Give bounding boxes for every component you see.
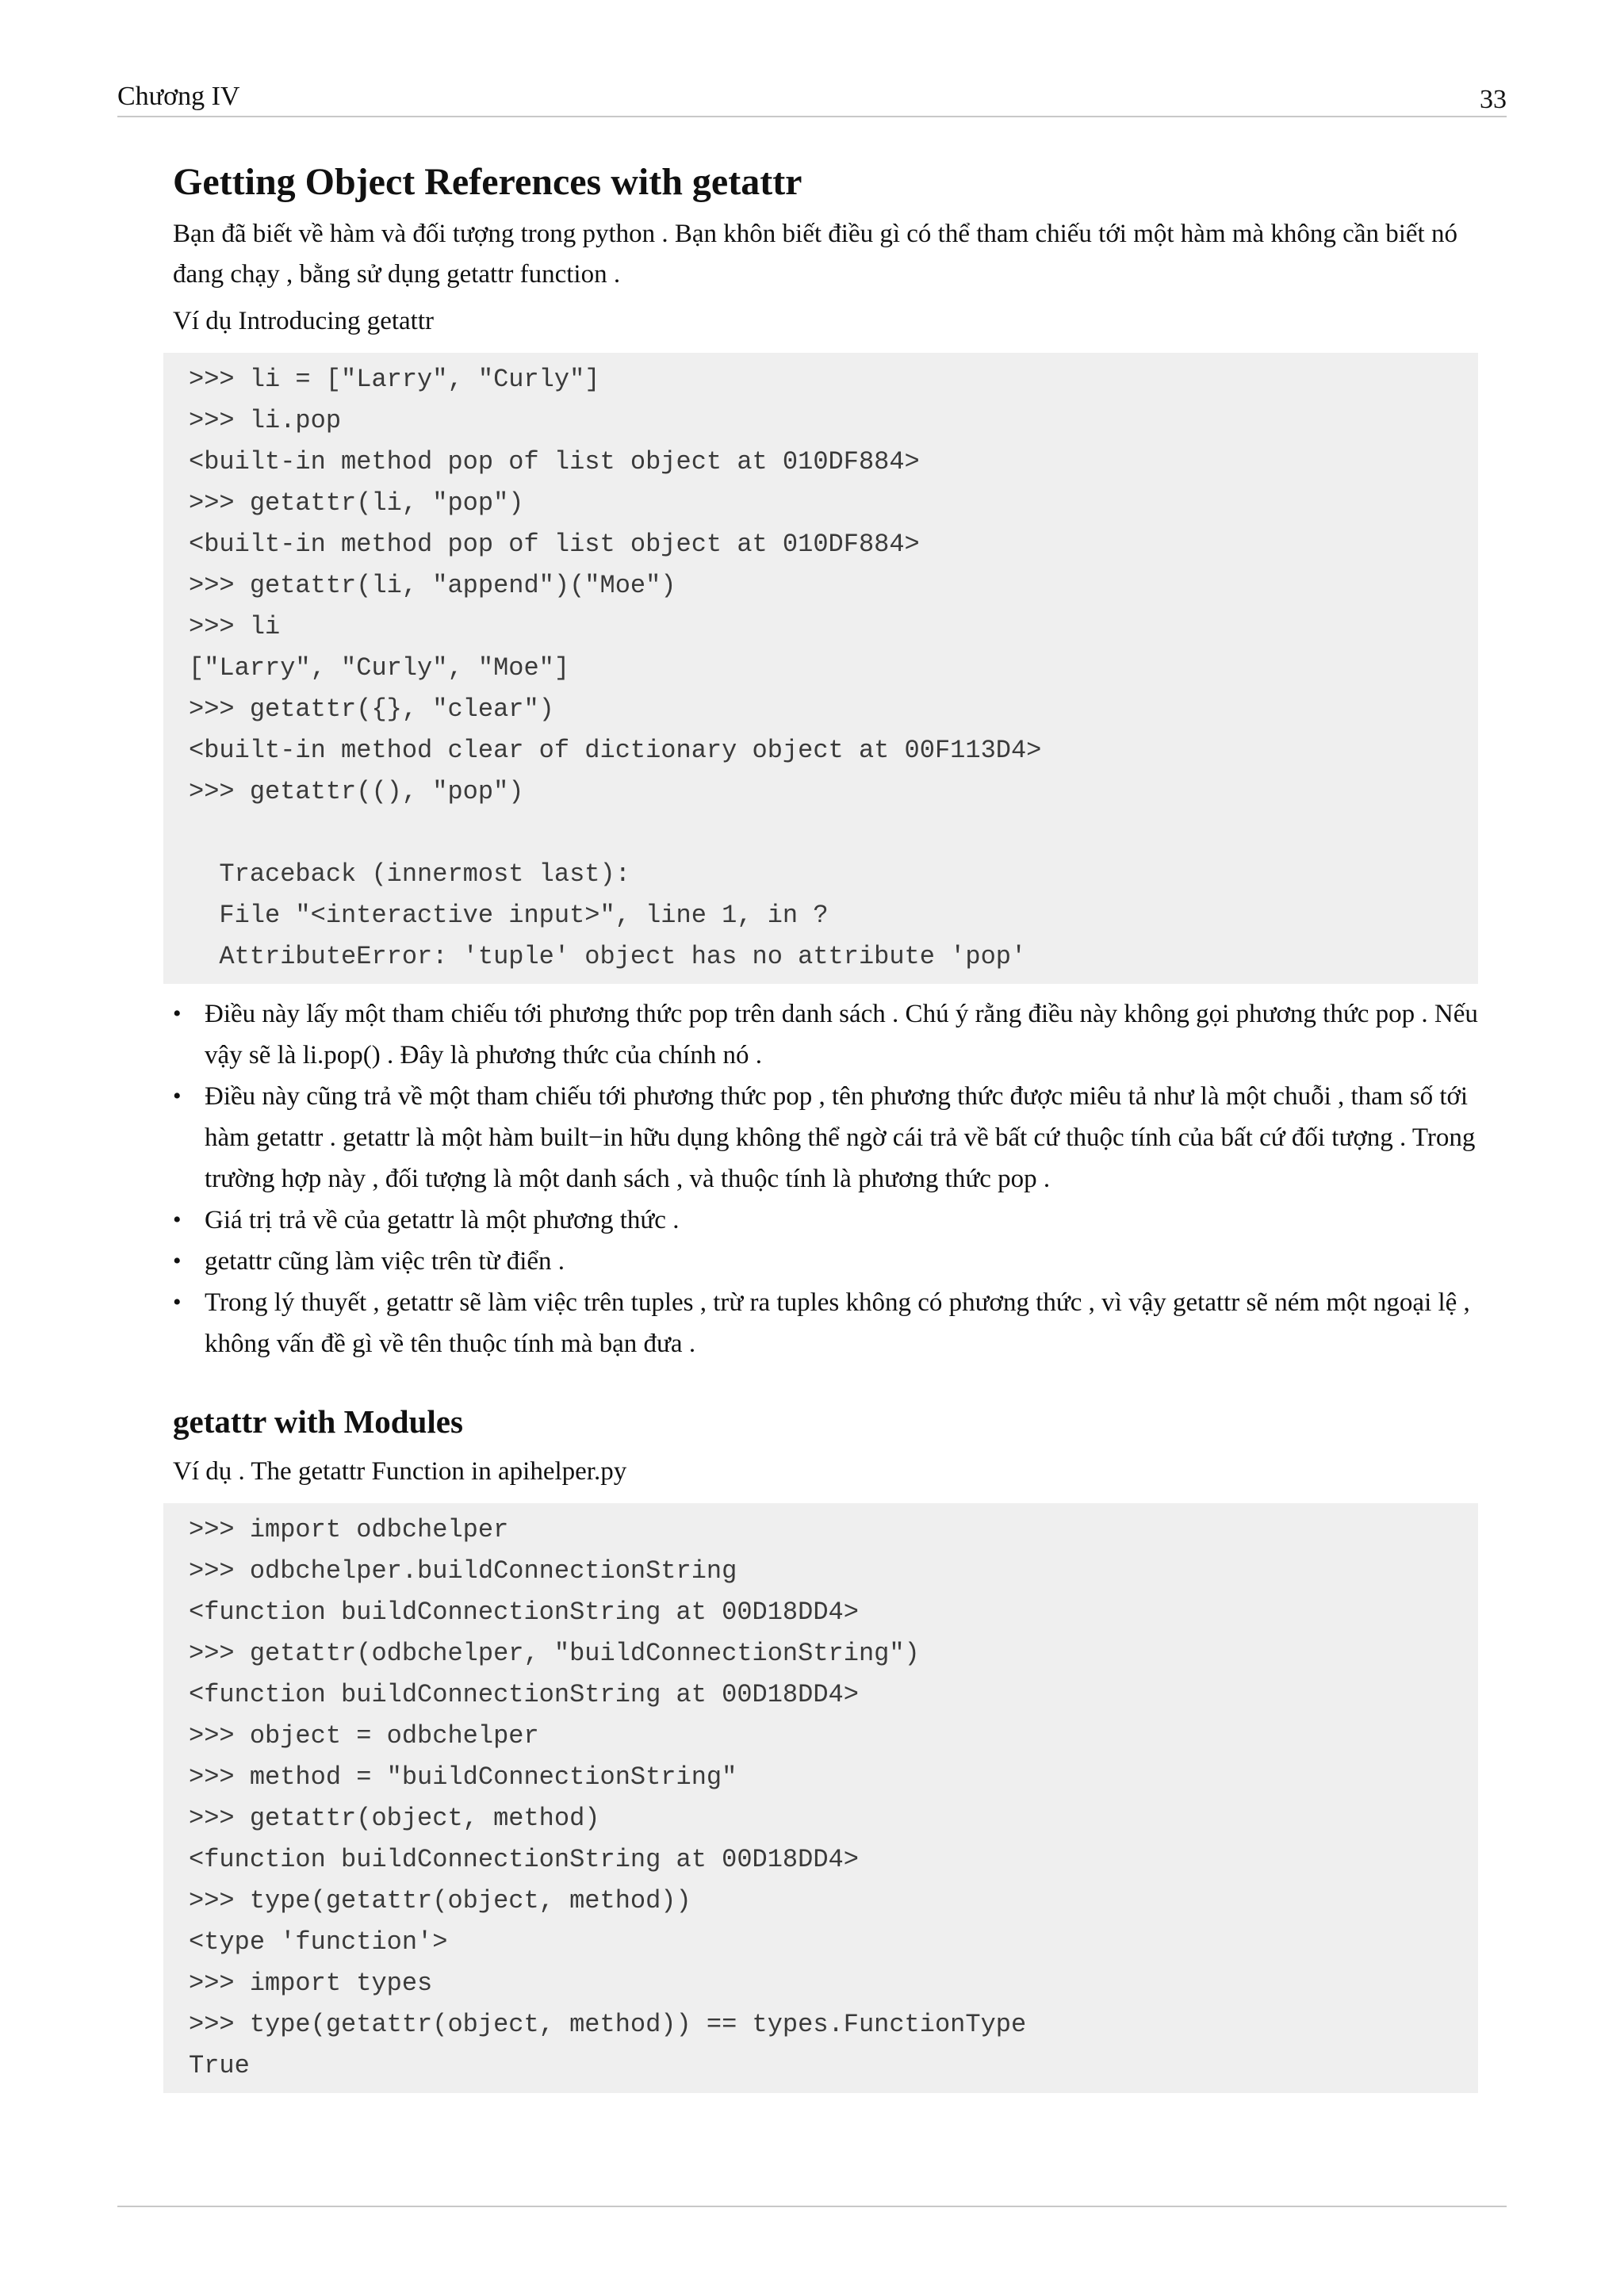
code-line: True: [189, 2051, 250, 2080]
code-line: >>> getattr(li, "append")("Moe"): [189, 571, 676, 600]
section-title-getattr-with-modules: getattr with Modules: [173, 1403, 463, 1440]
code-line: >>> getattr(object, method): [189, 1804, 600, 1833]
bullet-text: Giá trị trả về của getattr là một phương thức .: [205, 1206, 680, 1234]
code-line: >>> getattr((), "pop"): [189, 777, 524, 806]
code-line: <function buildConnectionString at 00D18DD4>: [189, 1680, 859, 1709]
code-line: AttributeError: 'tuple' object has no attribute 'pop': [189, 942, 1027, 971]
code-line: >>> getattr(odbchelper, "buildConnectionString"): [189, 1639, 920, 1668]
code-block-introducing-getattr: [163, 353, 1478, 984]
example-caption-introducing-getattr: Ví dụ Introducing getattr: [173, 307, 435, 335]
bullet-dot-icon: •: [173, 1289, 182, 1315]
code-line: File "<interactive input>", line 1, in ?: [189, 901, 829, 930]
code-line: <built-in method clear of dictionary object at 00F113D4>: [189, 736, 1042, 765]
bullet-dot-icon: •: [173, 1001, 182, 1027]
bullet-text: Trong lý thuyết , getattr sẽ làm việc trên tuples , trừ ra tuples không có phương thức , vì vậy getattr sẽ ném một ngoại lệ , không vấn đề gì về tên thuộc tính mà bạn đưa .: [205, 1288, 1470, 1358]
bullet-item: [173, 1200, 1481, 1241]
explanation-bullet-list: [173, 993, 1481, 1364]
code-line: >>> odbchelper.buildConnectionString: [189, 1556, 737, 1586]
bullet-text: getattr cũng làm việc trên từ điển .: [205, 1247, 565, 1276]
bullet-item: [173, 1241, 1481, 1282]
code-line: >>> getattr(li, "pop"): [189, 488, 524, 518]
intro-paragraph: Bạn đã biết về hàm và đối tượng trong python . Bạn khôn biết điều gì có thể tham chiếu tới một hàm mà không cần biết nó đang chạy , bằng sử dụng getattr function .: [173, 220, 1457, 289]
code-line: <type 'function'>: [189, 1927, 448, 1957]
bullet-item: [173, 993, 1481, 1076]
footer-divider: [117, 2206, 1507, 2207]
bullet-item: [173, 1076, 1481, 1200]
code-line: >>> li: [189, 612, 281, 641]
code-line: >>> li = ["Larry", "Curly"]: [189, 365, 600, 394]
code-line: >>> object = odbchelper: [189, 1721, 539, 1751]
code-line: >>> type(getattr(object, method)): [189, 1886, 691, 1915]
code-line: <built-in method pop of list object at 010DF884>: [189, 530, 920, 559]
code-line: Traceback (innermost last):: [189, 859, 630, 889]
chapter-label: Chương IV: [117, 82, 240, 111]
page-header: [117, 76, 1507, 117]
bullet-text: Điều này cũng trả về một tham chiếu tới phương thức pop , tên phương thức được miêu tả như là một chuỗi , tham số tới hàm getattr . getattr là một hàm built−in hữu dụng không thể ngờ cái trả về bất cứ thuộc tính của bất cứ đối tượng . Trong trường hợp này , đối tượng là một danh sách , và thuộc tính là phương thức pop .: [205, 1082, 1476, 1193]
code-line: >>> import types: [189, 1969, 433, 1998]
code-line: >>> method = "buildConnectionString": [189, 1762, 737, 1792]
page-number: 33: [1480, 85, 1507, 114]
code-line: <built-in method pop of list object at 010DF884>: [189, 447, 920, 476]
page-content: [173, 159, 1481, 2093]
code-line: <function buildConnectionString at 00D18DD4>: [189, 1845, 859, 1874]
bullet-dot-icon: •: [173, 1248, 182, 1274]
code-block-getattr-modules: [163, 1503, 1478, 2093]
code-line: >>> getattr({}, "clear"): [189, 695, 554, 724]
code-line: >>> import odbchelper: [189, 1515, 509, 1544]
bullet-text: Điều này lấy một tham chiếu tới phương thức pop trên danh sách . Chú ý rằng điều này không gọi phương thức pop . Nếu vậy sẽ là li.pop() . Đây là phương thức của chính nó .: [205, 1000, 1478, 1070]
code-line: ["Larry", "Curly", "Moe"]: [189, 653, 570, 683]
section-title-getattr: Getting Object References with getattr: [173, 161, 802, 203]
code-line: >>> li.pop: [189, 406, 342, 435]
code-line: <function buildConnectionString at 00D18DD4>: [189, 1598, 859, 1627]
bullet-dot-icon: •: [173, 1083, 182, 1109]
bullet-dot-icon: •: [173, 1207, 182, 1233]
example-caption-apihelper: Ví dụ . The getattr Function in apihelper.py: [173, 1457, 627, 1486]
code-line: >>> type(getattr(object, method)) == types.FunctionType: [189, 2010, 1027, 2039]
code-line-blank: [189, 813, 1478, 854]
section-spacer: [173, 1364, 1481, 1399]
bullet-item: [173, 1282, 1481, 1364]
